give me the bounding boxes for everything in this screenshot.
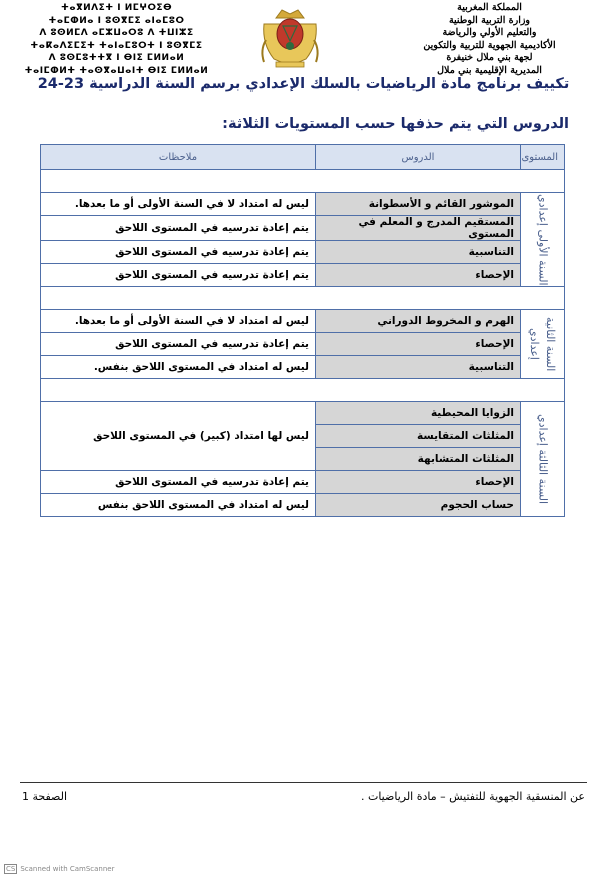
- header-line: المديرية الإقليمية بني ملال: [437, 64, 542, 76]
- table-row: [41, 216, 565, 241]
- footer-source: عن المنسقية الجهوية للتفتيش – مادة الرياضيات .: [360, 790, 585, 803]
- lesson-cell: التناسبية: [316, 241, 521, 264]
- header-line: ⴷ ⵓⵙⵎⵓⵜⵜⴳ ⵏ ⴱⵏⵉ ⵎⵍⵍⴰⵍ: [48, 53, 185, 63]
- header-line: ⵜⴰⴽⴰⴷⵉⵎⵉⵜ ⵜⴰⵏⴰⵎⵓⵔⵜ ⵏ ⵓⵙⴳⵎⵉ: [30, 40, 203, 51]
- lessons-table: [40, 144, 565, 517]
- header-lessons: الدروس: [316, 145, 521, 170]
- lesson-cell: الموشور القائم و الأسطوانة: [316, 193, 521, 216]
- page-title: تكييف برنامج مادة الرياضيات بالسلك الإعدادي برسم السنة الدراسية 23-24: [37, 76, 570, 92]
- header-line: المملكة المغربية: [457, 2, 522, 13]
- table-row: [41, 471, 565, 494]
- page-number: الصفحة 1: [22, 790, 68, 803]
- header-line: والتعليم الأولي والرياضة: [442, 27, 537, 38]
- lesson-cell: الإحصاء: [316, 264, 521, 287]
- note-cell: يتم إعادة تدرسيه في المستوى اللاحق: [41, 216, 316, 241]
- note-cell: ليس له امتداد لا في السنة الأولى أو ما بعدها.: [41, 310, 316, 333]
- table-row: [41, 356, 565, 379]
- royal-emblem-icon: [254, 4, 326, 70]
- header-line: ⵜⴰⵏⵎⵀⵍⵜ ⵜⴰⵙⴳⴰⵡⴰⵏⵜ ⴱⵏⵉ ⵎⵍⵍⴰⵍ: [24, 65, 209, 76]
- scanner-watermark: [4, 864, 115, 874]
- lesson-cell: الزوايا المحيطية: [316, 402, 521, 425]
- header-line: وزارة التربية الوطنية: [448, 14, 531, 26]
- note-cell: ليس له امتداد في المستوى اللاحق بنفس: [41, 494, 316, 517]
- table-row: [41, 310, 565, 333]
- header-line: ⴷ ⵓⵙⵍⵎⴷ ⴰⵎⵣⵡⴰⵔⵓ ⴷ ⵜⵡⵏⵣⵉ: [39, 28, 194, 38]
- footer-divider: [20, 782, 587, 783]
- header-line: الأكاديمية الجهوية للتربية والتكوين: [423, 39, 556, 51]
- level-label: السنة الأولى إعدادي: [536, 193, 550, 286]
- lesson-cell: الهرم و المخروط الدوراني: [316, 310, 521, 333]
- table-header-row: [41, 145, 565, 170]
- watermark-text: Scanned with CamScanner: [20, 865, 115, 873]
- lesson-cell: حساب الحجوم: [316, 494, 521, 517]
- table-row: [41, 264, 565, 287]
- lesson-cell: المستقيم المدرج و المعلم في المستوى: [316, 216, 521, 241]
- note-cell: يتم إعادة تدرسيه في المستوى اللاحق: [41, 264, 316, 287]
- table-row: [41, 402, 565, 425]
- table-row: [41, 241, 565, 264]
- header-line: لجهة بني ملال خنيفرة: [446, 52, 533, 63]
- level-cell: [521, 402, 565, 517]
- note-cell: يتم إعادة تدرسيه في المستوى اللاحق: [41, 471, 316, 494]
- lesson-cell: المثلثات المتقايسة: [316, 425, 521, 448]
- note-cell: ليس له امتداد لا في السنة الأولى أو ما بعدها.: [41, 193, 316, 216]
- note-cell: يتم إعادة تدرسيه في المستوى اللاحق: [41, 333, 316, 356]
- note-cell: يتم إعادة تدرسيه في المستوى اللاحق: [41, 241, 316, 264]
- header-ministry-arabic: [382, 2, 597, 77]
- level-label: السنة الثالثة إعدادي: [536, 413, 550, 505]
- note-cell: ليس لها امتداد (كبير) في المستوى اللاحق: [41, 402, 316, 471]
- lesson-cell: التناسبية: [316, 356, 521, 379]
- lesson-cell: المثلثات المتشابهة: [316, 448, 521, 471]
- table-row: [41, 193, 565, 216]
- header-line: ⵜⴰⴳⵍⴷⵉⵜ ⵏ ⵍⵎⵖⵔⵉⴱ: [60, 3, 173, 13]
- page-subtitle: الدروس التي يتم حذفها حسب المستويات الثلاثة:: [222, 116, 569, 132]
- note-cell: ليس له امتداد في المستوى اللاحق بنفس.: [41, 356, 316, 379]
- level-cell: [521, 310, 565, 379]
- table-row: [41, 333, 565, 356]
- level-label: السنة الثانية إعدادي: [528, 316, 557, 372]
- header-level: المستوى: [521, 145, 565, 170]
- lesson-cell: الإحصاء: [316, 333, 521, 356]
- lesson-cell: الإحصاء: [316, 471, 521, 494]
- header-ministry-tifinagh: [14, 2, 219, 77]
- level-cell: [521, 193, 565, 287]
- header-line: ⵜⴰⵎⵀⵍⴰ ⵏ ⵓⵙⴳⵎⵉ ⴰⵏⴰⵎⵓⵔ: [48, 15, 185, 26]
- header-notes: ملاحظات: [41, 145, 316, 170]
- table-row: [41, 494, 565, 517]
- camscanner-icon: CS: [6, 865, 16, 873]
